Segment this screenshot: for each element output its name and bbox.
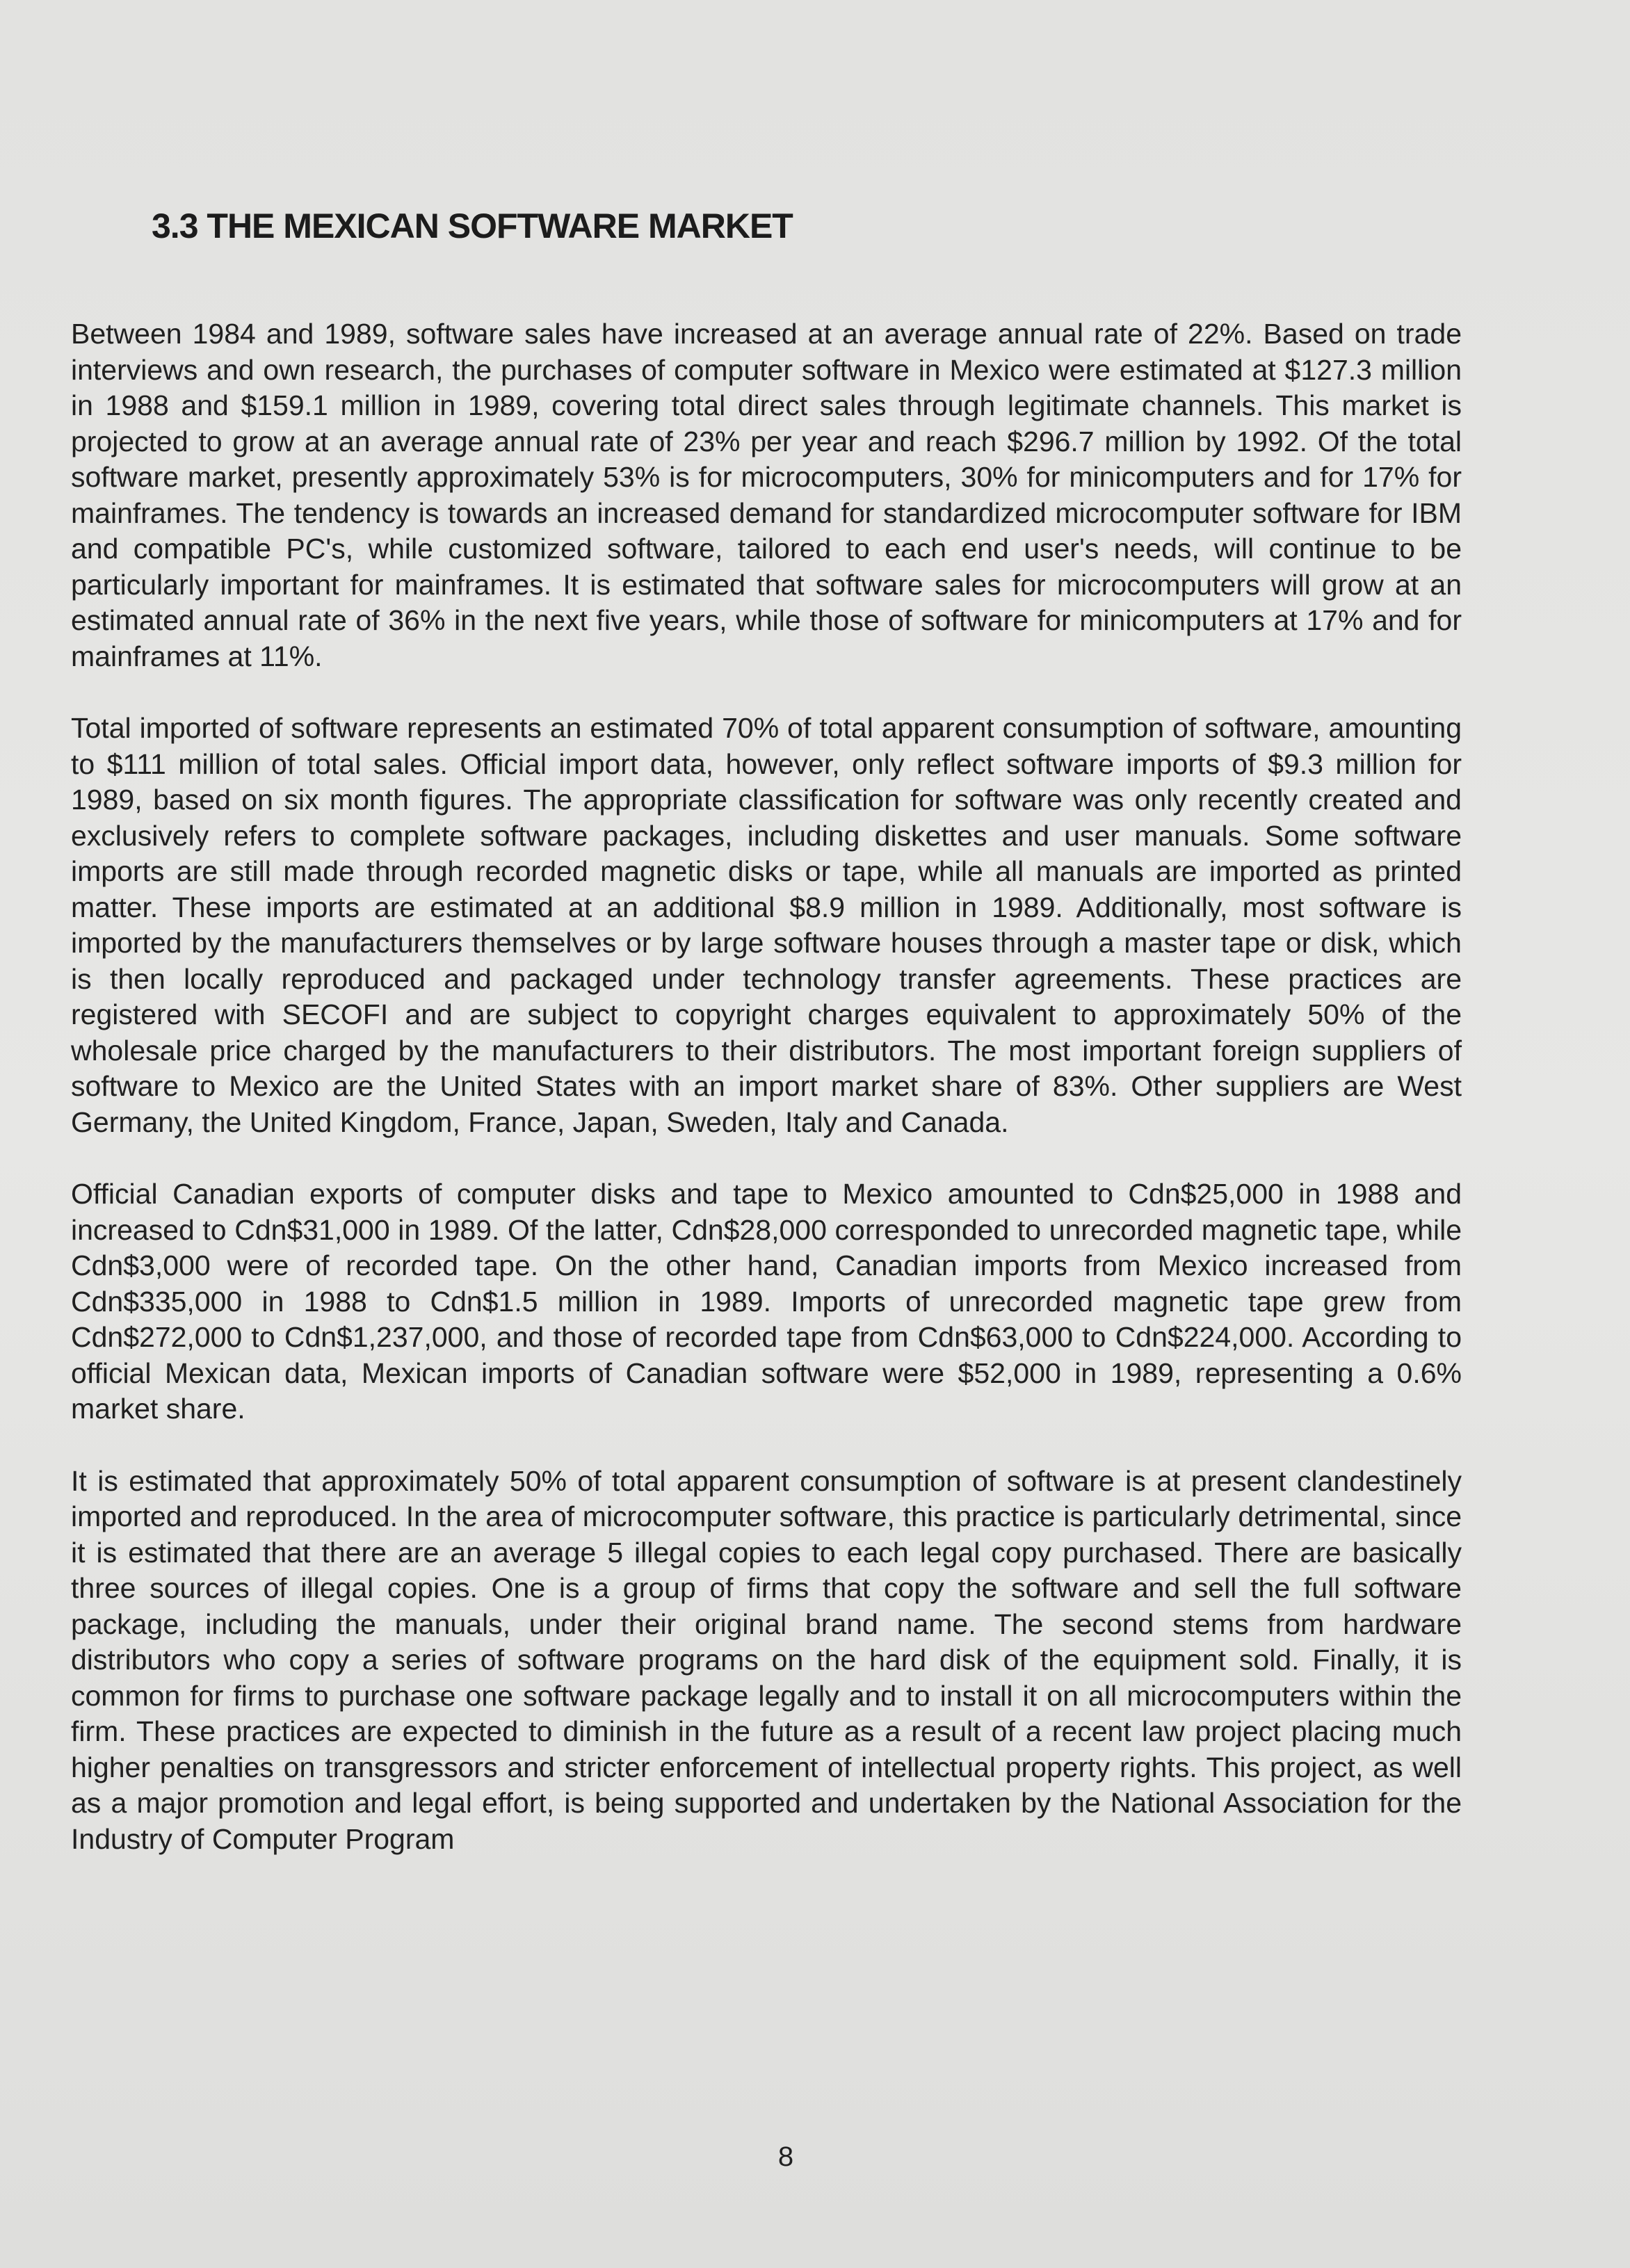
page-number: 8 [777, 2141, 794, 2172]
paragraph-software-sales: Between 1984 and 1989, software sales have increased at an average annual rate of 22%. Based on trade interviews and own research, the purchases of computer software in Mexico were estimated at $127.3 million in 1988 and $159.1 million in 1989, covering total direct sales through legitimate channels. This market is projected to grow at an average annual rate of 23% per year and reach $296.7 million by 1992. Of the total software market, presently approximately 53% is for microcomputers, 30% for minicomputers and for 17% for mainframes. The tendency is towards an increased demand for standardized microcomputer software for IBM and compatible PC's, while customized software, tailored to each end user's needs, will continue to be particularly important for mainframes. It is estimated that software sales for microcomputers will grow at an estimated annual rate of 36% in the next five years, while those of software for minicomputers at 17% and for mainframes at 11%. [71, 318, 1462, 672]
section-heading: 3.3 THE MEXICAN SOFTWARE MARKET [152, 206, 793, 245]
body-text [71, 316, 1462, 1857]
paragraph-software-imports: Total imported of software represents an estimated 70% of total apparent consumption of software, amounting to $111 million of total sales. Official import data, however, only reflect software imports of $9.3 million for 1989, based on six month figures. The appropriate classification for software was only recently created and exclusively refers to complete software packages, including diskettes and user manuals. Some software imports are still made through recorded magnetic disks or tape, while all manuals are imported as printed matter. These imports are estimated at an additional $8.9 million in 1989. Additionally, most software is imported by the manufacturers themselves or by large software houses through a master tape or disk, which is then locally reproduced and packaged under technology transfer agreements. These practices are registered with SECOFI and are subject to copyright charges equivalent to approximately 50% of the wholesale price charged by the manufacturers to their distributors. The most important foreign suppliers of software to Mexico are the United States with an import market share of 83%. Other suppliers are West Germany, the United Kingdom, France, Japan, Sweden, Italy and Canada. [71, 712, 1462, 1138]
paragraph-canadian-trade: Official Canadian exports of computer disks and tape to Mexico amounted to Cdn$25,000 in 1988 and increased to Cdn$31,000 in 1989. Of the latter, Cdn$28,000 corresponded to unrecorded magnetic tape, while Cdn$3,000 were of recorded tape. On the other hand, Canadian imports from Mexico increased from Cdn$335,000 in 1988 to Cdn$1.5 million in 1989. Imports of unrecorded magnetic tape grew from Cdn$272,000 to Cdn$1,237,000, and those of recorded tape from Cdn$63,000 to Cdn$224,000. According to official Mexican data, Mexican imports of Canadian software were $52,000 in 1989, representing a 0.6% market share. [71, 1178, 1462, 1425]
paragraph-illegal-copies: It is estimated that approximately 50% of total apparent consumption of software is at present clandestinely imported and reproduced. In the area of microcomputer software, this practice is particularly detrimental, since it is estimated that there are an average 5 illegal copies to each legal copy purchased. There are basically three sources of illegal copies. One is a group of firms that copy the software and sell the full software package, including the manuals, under their original brand name. The second stems from hardware distributors who copy a series of software programs on the hard disk of the equipment sold. Finally, it is common for firms to purchase one software package legally and to install it on all microcomputers within the firm. These practices are expected to diminish in the future as a result of a recent law project placing much higher penalties on transgressors and stricter enforcement of intellectual property rights. This project, as well as a major promotion and legal effort, is being supported and undertaken by the National Association for the Industry of Computer Program [71, 1464, 1462, 1855]
